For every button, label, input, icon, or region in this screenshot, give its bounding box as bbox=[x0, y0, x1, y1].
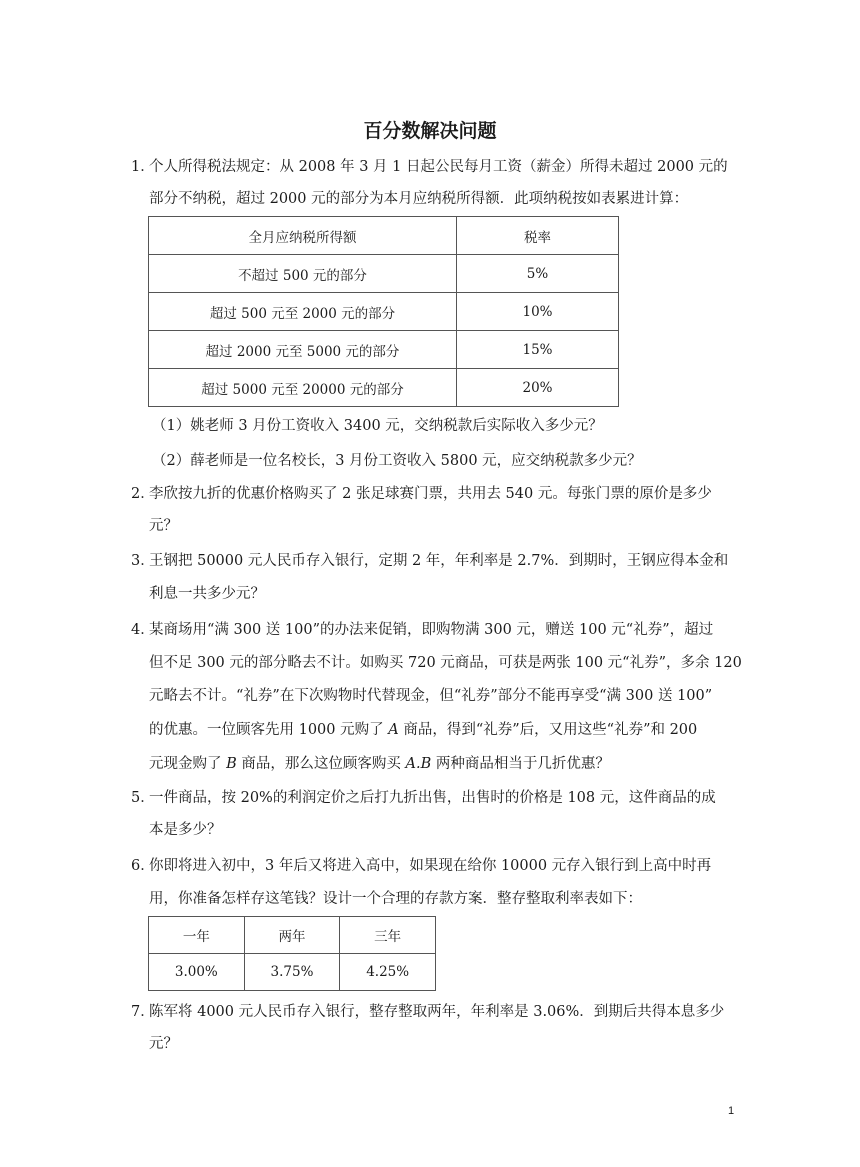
question-number: 7． bbox=[131, 1004, 155, 1020]
question-text: 但不足 300 元的部分略去不计。如购买 720 元商品，可获是两张 100 元“礼券”，多余 120 bbox=[149, 655, 742, 671]
question-number: 6． bbox=[131, 858, 155, 874]
table-cell: 10% bbox=[457, 293, 619, 331]
table-row bbox=[149, 255, 619, 293]
table-cell: 不超过 500 元的部分 bbox=[149, 255, 457, 293]
table-cell: 15% bbox=[457, 331, 619, 369]
table-header-cell: 全月应纳税所得额 bbox=[149, 217, 457, 255]
question-text: 用，你准备怎样存这笔钱？设计一个合理的存款方案．整存整取利率表如下： bbox=[149, 891, 642, 907]
question-text: 元？ bbox=[149, 518, 178, 534]
table-cell: 20% bbox=[457, 369, 619, 407]
question-number: 5． bbox=[131, 790, 155, 806]
question-text: 利息一共多少元？ bbox=[149, 586, 265, 602]
question-text: 李欣按九折的优惠价格购买了 2 张足球赛门票，共用去 540 元。每张门票的原价是多少 bbox=[149, 486, 712, 502]
table-row bbox=[149, 331, 619, 369]
question-number: 3． bbox=[131, 553, 155, 569]
question-number: 1． bbox=[131, 159, 155, 175]
table-row bbox=[149, 369, 619, 407]
table-header-row bbox=[149, 217, 619, 255]
table-cell: 5% bbox=[457, 255, 619, 293]
question-text: 个人所得税法规定：从 2008 年 3 月 1 日起公民每月工资（薪金）所得未超过 2000 元的 bbox=[149, 159, 728, 175]
table-header-cell: 两年 bbox=[244, 917, 340, 954]
question-text: 你即将进入初中，3 年后又将进入高中，如果现在给你 10000 元存入银行到上高中时再 bbox=[149, 858, 712, 874]
question-text: 元略去不计。“礼券”在下次购物时代替现金，但“礼券”部分不能再享受“满 300 送 100” bbox=[149, 688, 713, 704]
tax-rate-table bbox=[148, 216, 619, 407]
table-cell: 3.00% bbox=[149, 954, 245, 991]
table-cell: 超过 5000 元至 20000 元的部分 bbox=[149, 369, 457, 407]
question-text: 一件商品，按 20%的利润定价之后打九折出售，出售时的价格是 108 元，这件商品的成 bbox=[149, 790, 716, 806]
table-cell: 超过 2000 元至 5000 元的部分 bbox=[149, 331, 457, 369]
table-header-cell: 一年 bbox=[149, 917, 245, 954]
interest-rate-table bbox=[148, 916, 436, 991]
table-header-cell: 税率 bbox=[457, 217, 619, 255]
table-row bbox=[149, 954, 436, 991]
question-number: 2． bbox=[131, 486, 155, 502]
question-text: 的优惠。一位顾客先用 1000 元购了 A 商品，得到“礼券”后，又用这些“礼券”和 200 bbox=[149, 722, 698, 738]
question-text: 某商场用“满 300 送 100”的办法来促销，即购物满 300 元，赠送 100 元“礼券”，超过 bbox=[149, 622, 714, 638]
question-text: 部分不纳税，超过 2000 元的部分为本月应纳税所得额．此项纳税按如表累进计算： bbox=[149, 191, 689, 207]
table-cell: 4.25% bbox=[340, 954, 436, 991]
question-number: 4． bbox=[131, 622, 155, 638]
page-number: 1 bbox=[728, 1105, 735, 1117]
table-header-row bbox=[149, 917, 436, 954]
question-text: 元？ bbox=[149, 1036, 178, 1052]
question-text: 元现金购了 B 商品，那么这位顾客购买 A.B 两种商品相当于几折优惠？ bbox=[149, 756, 610, 772]
table-header-cell: 三年 bbox=[340, 917, 436, 954]
page-title: 百分数解决问题 bbox=[363, 120, 497, 142]
table-cell: 超过 500 元至 2000 元的部分 bbox=[149, 293, 457, 331]
sub-question: （2）薛老师是一位名校长，3 月份工资收入 5800 元，应交纳税款多少元？ bbox=[152, 453, 642, 469]
table-row bbox=[149, 293, 619, 331]
sub-question: （1）姚老师 3 月份工资收入 3400 元，交纳税款后实际收入多少元？ bbox=[152, 418, 603, 434]
question-text: 本是多少？ bbox=[149, 822, 222, 838]
table-cell: 3.75% bbox=[244, 954, 340, 991]
question-text: 王钢把 50000 元人民币存入银行，定期 2 年，年利率是 2.7%．到期时，王钢应得本金和 bbox=[149, 553, 729, 569]
question-text: 陈军将 4000 元人民币存入银行，整存整取两年，年利率是 3.06%．到期后共得本息多少 bbox=[149, 1004, 725, 1020]
